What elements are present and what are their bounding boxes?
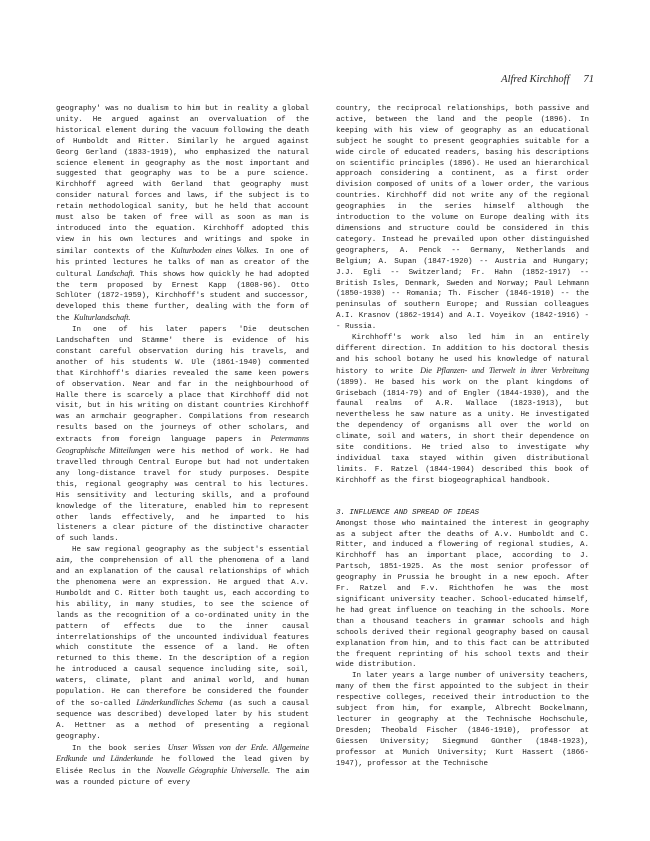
running-title: Alfred Kirchhoff <box>501 74 570 85</box>
section-heading: 3. INFLUENCE AND SPREAD OF IDEAS <box>336 508 480 517</box>
right-paragraph-1: country, the reciprocal relationships, both passive and active, between the land and the people (1896). In keeping with his view of geography as an educational subject he sought to present geographies suitable for a wide circle of educated readers, basing his descriptions on scientific principles (1896). He used an hierarchical approach considering a continent, as a first order division composed of units of a lower order, the various countries. Kirchhoff did not write any of the regional geographies in the series himself although the introduction to the volume on Europe dealing with its dimensions and structure could be considered in this category. Instead he prevailed upon other distinguished geographers, A. Penck -- Germany, Netherlands and Belgium; A. Supan (1847-1920) -- Austria and Hungary; J.J. Egli -- Switzerland; Fr. Hahn (1852-1917) -- British Isles, Denmark, Sweden and Norway; Paul Lehmann (1850-1930) -- Romania; Th. Fischer (1846-1910) -- the peninsulas of southern Europe; and Russian colleagues A.I. Krasnov (1862-1914) and A.I. Voyeikov (1842-1916) -- Russia. <box>336 105 589 332</box>
italic-term: Länderkundliches Schema <box>136 697 223 707</box>
text-run: He saw regional geography as the subject's essential aim, the comprehension of all the phenomena of a land and an explanation of the causal relationships of which the phenomena were an expression. He argued that A.v. Humboldt and C. Ritter both taught us, each according to his ability, in many studies, to see the science of lands as the recognition of a co-ordinated unity in the pattern of effects due to the inner causal interrelationships of the uncounted individual features which constitute the essence of a land. He often returned to this theme. In the description of a region he introduced a causal sequence including site, soil, waters, climate, plant and animal world, and human population. He can therefore be considered the founder of the so-called <box>56 546 309 708</box>
text-run: In the book series <box>72 744 168 753</box>
left-paragraph-2 <box>56 325 309 545</box>
text-run: (1899). He based his work on the plant kingdoms of Grisebach (1814-79) and of Engler (1844-1930), and the faunal realms of A.R. Wallace (1823-1913), but nevertheless he saw nature as a unity. He investigated the dependency of organisms all over the world on climate, soil and waters, in short their dependence on site conditions. He tried also to investigate why individual taxa stayed within given distributional limits. F. Ratzel (1844-1904) described this book of Kirchhoff as the first biogeographical handbook. <box>336 378 589 485</box>
text-run: The aim was a rounded picture of every <box>56 768 309 788</box>
left-paragraph-1 <box>56 104 309 325</box>
italic-title: Unser Wissen von der Erde. Allgemeine Erdkunde und Länderkunde <box>56 742 309 764</box>
text-run: geography' was no dualism to him but in reality a global unity. He argued against an overvaluation of the historical element during the vacuum following the death of Humboldt and Ritter. Similarly he argued against Georg Gerland (1833-1919), who emphasized the natural science element in geography as the most important and suggested that geography was to be a pure science. Kirchhoff agreed with Gerland that geography must consider natural forces and laws, if the subject is to retain methodological sanity, but he held that account must also be taken of free will as soon as man is introduced into the equation. Kirchhoff adopted this view in his own lectures and writings and spoke in similar contexts of the <box>56 105 309 256</box>
italic-term: Landschaft. <box>96 268 135 278</box>
running-header <box>501 74 594 85</box>
page-number: 71 <box>583 74 594 85</box>
left-paragraph-4 <box>56 743 309 790</box>
text-run: he followed the lead given by Elisée Reclus in the <box>56 756 309 777</box>
text-run: (as such a causal sequence was described) developed later by his student A. Hettner as a method of presenting a regional geography. <box>56 699 309 741</box>
italic-title: Die Pflanzen- und Tierwelt in ihrer Verbreitung <box>420 365 589 375</box>
italic-title: Petermanns Geographische Mitteilungen <box>56 434 309 456</box>
left-column <box>56 104 309 789</box>
italic-title: Nouvelle Géographie Universelle. <box>156 766 270 776</box>
right-paragraph-3: Amongst those who maintained the interest in geography as a subject after the deaths of A.v. Humboldt and C. Ritter, and induced a flowering of regional studies, A. Kirchhoff has an important place, according to J. Partsch, 1851-1925. As the most senior professor of geography in Prussia he brought in a new epoch. After Fr. Ratzel and F.v. Richthofen he was the most significant university teacher. School-educated himself, he had great influence on teaching in the schools. More than a thousand teachers in grammar schools and high schools derived their regional geography based on causal explanation from him, and to this fact can be attributed the frequent reprinting of his school texts and their wide distribution. <box>336 519 589 670</box>
text-run: were his method of work. He had travelled through Central Europe but had not undertaken any long-distance travel for study purposes. Despite this, regional geography was central to his lectures. His sensitivity and lecturing skills, and a profound knowledge of the literature, enabled him to represent other lands effectively, and he imparted to his listeners a clear picture of the distinctive character of such lands. <box>56 448 309 544</box>
left-paragraph-3 <box>56 545 309 742</box>
right-paragraph-2 <box>336 333 589 487</box>
right-paragraph-4: In later years a large number of university teachers, many of them the first appointed to the subject in their respective colleges, received their introduction to the subject from him, for example, Albrecht Bockelmann, lecturer in geography at the Technische Hochschule, Dresden; Theobald Fischer (1846-1910), professor at Giessen University; Siegmund Günther (1848-1923), professor at Munich University; Kurt Hassert (1866-1947), professor at the Technische <box>336 672 589 768</box>
italic-term: Kulturboden eines Volkes. <box>170 245 259 255</box>
right-column <box>336 104 589 769</box>
text-run: Kirchhoff's work also led him in an entirely different direction. In addition to his doctoral thesis and his school botany he used his knowledge of natural history to write <box>336 334 589 376</box>
text-run: This shows how quickly he had adopted the term proposed by Ernest Kapp (1808-96). Otto Schlüter (1872-1959), Kirchhoff's student and successor, developed this theme further, dealing with the form of the <box>56 270 309 324</box>
text-run: In one of his later papers 'Die deutschen Landschaften und Stämme' there is evidence of his constant careful observation during his travels, and another of his students W. Ule (1861-1940) commented that Kirchhoff's diaries revealed the same keen powers of observation. Near and far in the neighbourhood of Halle there is scarcely a place that Kirchhoff did not visit, but in his writing on distant countries Kirchhoff was an armchair geographer. Compilations from research results based on the journeys of other scholars, and extracts from foreign language papers in <box>56 326 309 445</box>
italic-term: Kulturlandschaft. <box>73 313 131 323</box>
text-run: In one of his printed lectures he talks of man as creator of the cultural <box>56 247 309 279</box>
